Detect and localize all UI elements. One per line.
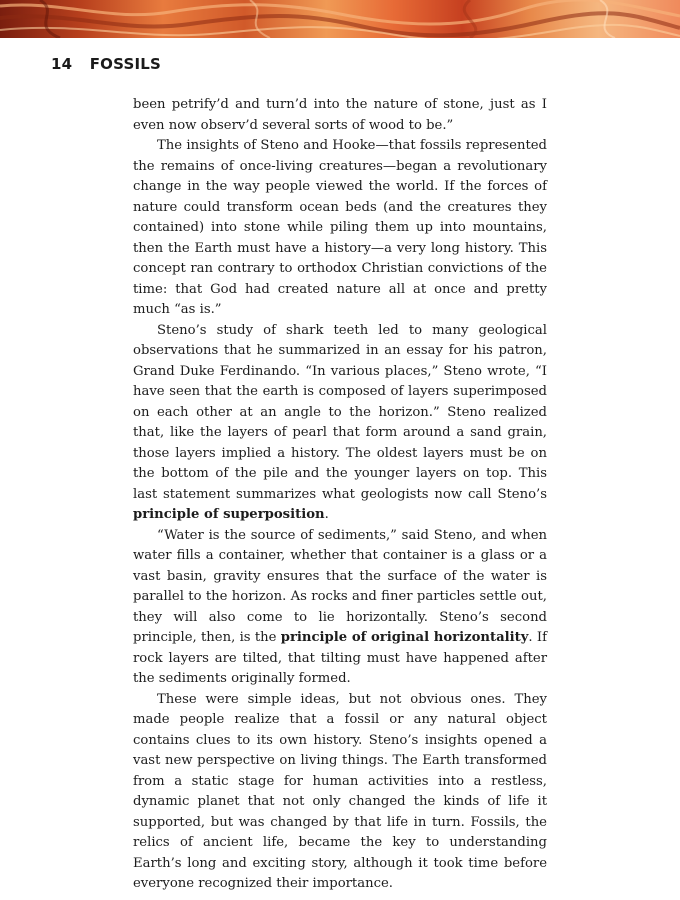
term-original-horizontality: principle of original horizontality — [280, 630, 529, 645]
paragraph-4-end: . If rock layers are tilted, that tilting must have happened after the sediments originally formed. — [133, 630, 547, 686]
paragraph-3-text: Steno’s study of shark teeth led to many geological observations that he summarized in an essay for his patron, Grand Duke Ferdinando. “In various places,” Steno wrote, “I have seen that the earth is composed of layers superimposed on each other at an angle to the horizon.” Steno realized that, like the layers of pearl that form around a sand grain, those layers implied a history. The oldest layers must be on the bottom of the pile and the younger layers on top. This last statement summarizes what geologists now call Steno’s — [133, 322, 547, 502]
term-superposition: principle of superposition — [133, 507, 325, 522]
page-number: 14 — [51, 55, 73, 73]
chapter-title: FOSSILS — [89, 55, 161, 73]
header-banner-image — [0, 0, 680, 38]
article-body — [133, 95, 547, 895]
paragraph-4 — [133, 526, 547, 690]
paragraph-3-end: . — [324, 507, 329, 522]
paragraph-1: been petrify’d and turn’d into the nature of stone, just as I even now observ’d several sorts of wood to be.” — [133, 97, 547, 133]
running-header — [51, 55, 161, 75]
paragraph-3 — [133, 321, 547, 526]
paragraph-4-text: “Water is the source of sediments,” said Steno, and when water fills a container, whether that container is a glass or a vast basin, gravity ensures that the surface of the water is parallel to the horizon. As rocks and finer particles settle out, they will also come to lie horizontally. Steno’s second principle, then, is the — [133, 527, 547, 645]
paragraph-5: These were simple ideas, but not obvious ones. They made people realize that a fossil or any natural object contains clues to its own history. Steno’s insights opened a vast new perspective on living things. The Earth transformed from a static stage for human activities into a restless, dynamic planet that not only changed the kinds of life it supported, but was changed by that life in turn. Fossils, the relics of ancient life, became the key to understanding Earth’s long and exciting story, although it took time before everyone recognized their importance. — [133, 691, 547, 891]
paragraph-2: The insights of Steno and Hooke—that fossils represented the remains of once-living creatures—began a revolutionary change in the way people viewed the world. If the forces of nature could transform ocean beds (and the creatures they contained) into stone while piling them up into mountains, then the Earth must have a history—a very long history. This concept ran contrary to orthodox Christian convictions of the time: that God had created nature all at once and pretty much “as is.” — [133, 138, 547, 317]
sandstone-texture — [0, 0, 680, 38]
